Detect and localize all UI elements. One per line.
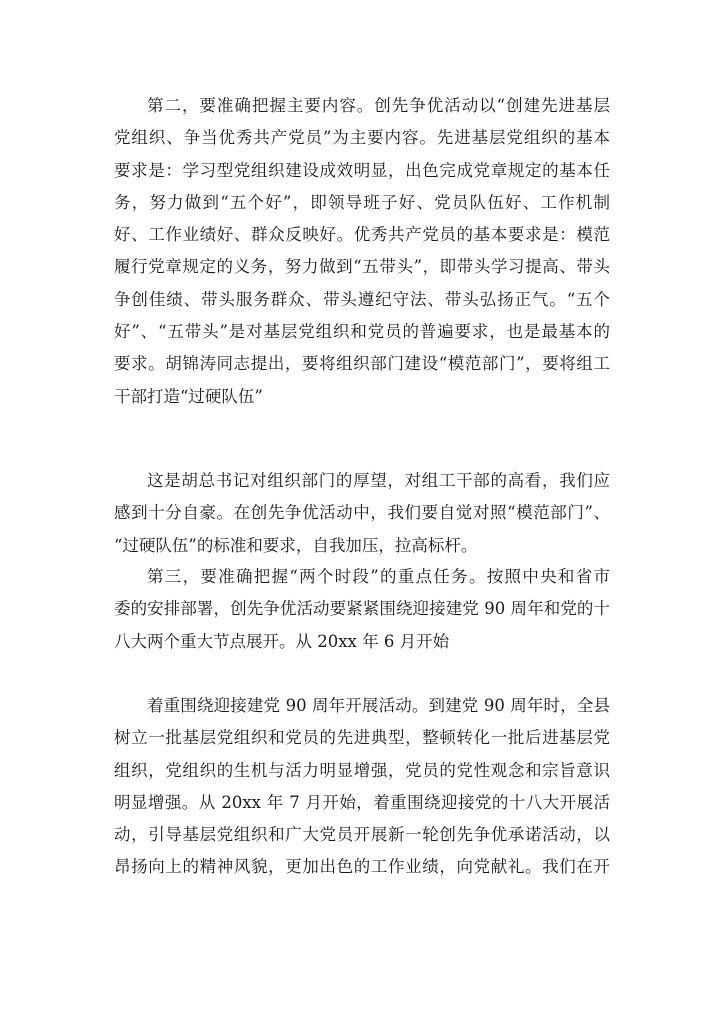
text-line: 要求。胡锦涛同志提出，要将组织部门建设“模范部门”，要将组工 [114, 354, 610, 374]
text-line: 树立一批基层党组织和党员的先进典型，整顿转化一批后进基层党 [114, 728, 610, 748]
text-line: 党组织、争当优秀共产党员”为主要内容。先进基层党组织的基本 [114, 128, 610, 148]
paragraph-main-content [114, 90, 610, 413]
text-line: 明显增强。从 20xx 年 7 月开始，着重围绕迎接党的十八大开展活 [114, 792, 610, 812]
paragraph-activities [114, 690, 610, 884]
paragraph-expectation [114, 465, 610, 562]
text-line: 务，努力做到“五个好”，即领导班子好、党员队伍好、工作机制 [114, 192, 610, 212]
text-line: 第三，要准确把握“两个时段”的重点任务。按照中央和省市 [147, 567, 610, 586]
text-line: 争创佳绩、带头服务群众、带头遵纪守法、带头弘扬正气。“五个 [114, 289, 610, 309]
text-line: 好”、“五带头”是对基层党组织和党员的普遍要求，也是最基本的 [114, 322, 610, 342]
text-line: 委的安排部署，创先争优活动要紧紧围绕迎接建党 90 周年和党的十 [114, 599, 610, 619]
text-line: 好、工作业绩好、群众反映好。优秀共产党员的基本要求是：模范 [114, 225, 610, 245]
text-line: 昂扬向上的精神风貌，更加出色的工作业绩，向党献礼。我们在开 [114, 857, 610, 877]
text-line: 履行党章规定的义务，努力做到“五带头”，即带头学习提高、带头 [114, 257, 610, 277]
text-line: “过硬队伍”的标准和要求，自我加压，拉高标杆。 [114, 535, 478, 555]
text-line: 要求是：学习型党组织建设成效明显，出色完成党章规定的基本任 [114, 160, 610, 180]
text-line: 组织，党组织的生机与活力明显增强，党员的党性观念和宗旨意识 [114, 760, 610, 780]
text-line: 动，引导基层党组织和广大党员开展新一轮创先争优承诺活动，以 [114, 825, 610, 845]
text-line: 八大两个重大节点展开。从 20xx 年 6 月开始 [114, 631, 450, 651]
text-line: 干部打造“过硬队伍” [114, 386, 263, 406]
text-line: 着重围绕迎接建党 90 周年开展活动。到建党 90 周年时，全县 [147, 696, 610, 715]
text-line: 第二，要准确把握主要内容。创先争优活动以“创建先进基层 [147, 96, 610, 115]
text-line: 感到十分自豪。在创先争优活动中，我们要自觉对照“模范部门”、 [114, 503, 610, 523]
paragraph-two-periods [114, 561, 610, 658]
text-line: 这是胡总书记对组织部门的厚望，对组工干部的高看，我们应 [147, 471, 610, 490]
